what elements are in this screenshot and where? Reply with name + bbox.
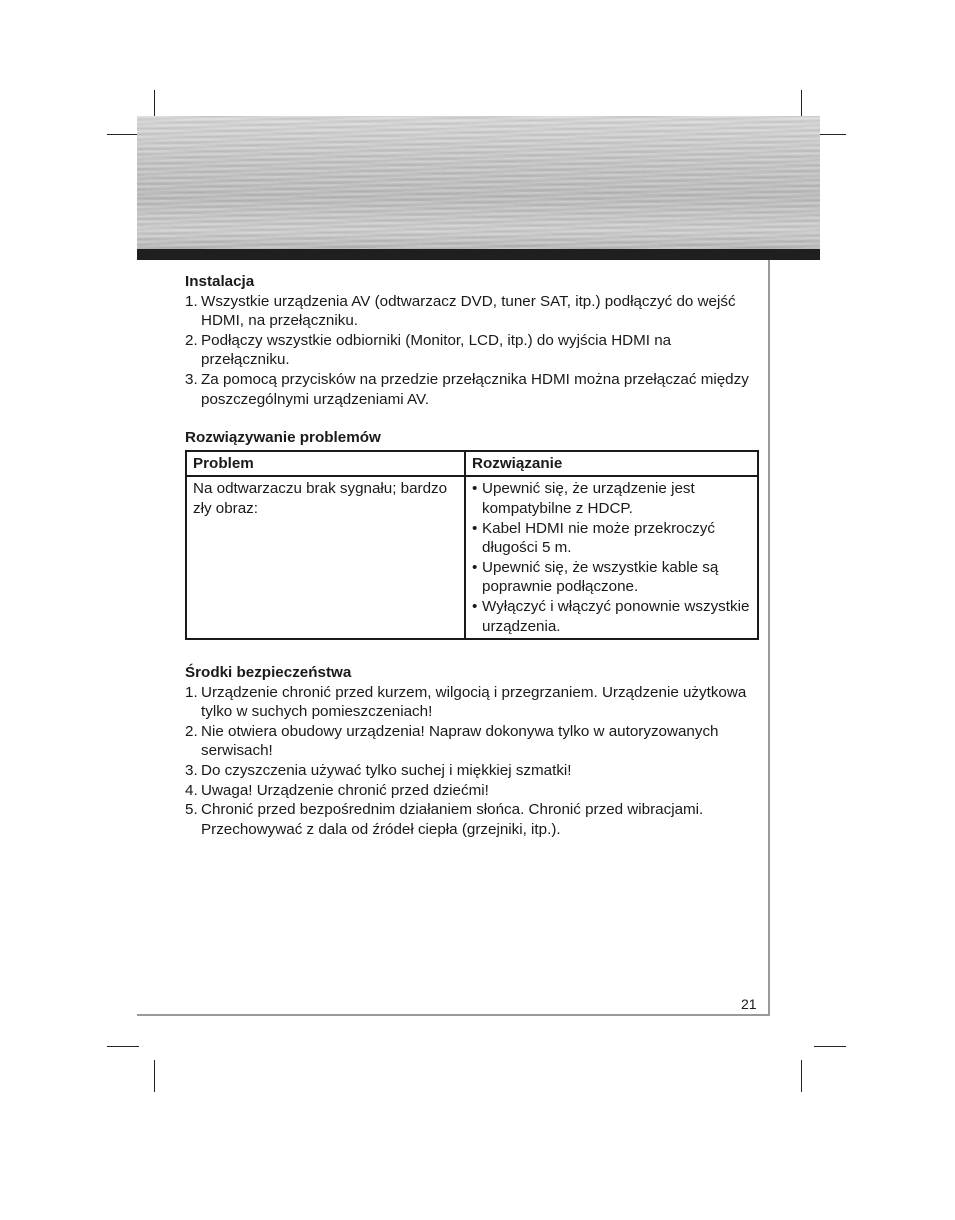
item-text: Wszystkie urządzenia AV (odtwarzacz DVD, tuner SAT, itp.) podłączyć do wejść HDMI, na przełączniku. xyxy=(201,292,736,330)
item-number: 1. xyxy=(185,683,198,701)
item-number: 1. xyxy=(185,292,198,310)
installation-heading: Instalacja xyxy=(185,273,255,290)
troubleshooting-table xyxy=(185,450,759,640)
table-row xyxy=(186,476,758,639)
solution-text: Upewnić się, że urządzenie jest kompatybilne z HDCP. xyxy=(482,480,695,517)
safety-heading: Środki bezpieczeństwa xyxy=(185,664,352,682)
crop-mark-bottom-right-vertical xyxy=(801,1060,802,1092)
list-item xyxy=(185,800,760,839)
problem-cell: Na odtwarzaczu brak sygnału; bardzo zły obraz: xyxy=(186,476,465,639)
item-number: 2. xyxy=(185,331,198,349)
bullet-glyph: • xyxy=(472,519,478,537)
page-content xyxy=(185,272,760,839)
item-text: Podłączy wszystkie odbiorniki (Monitor, LCD, itp.) do wyjścia HDMI na przełączniku. xyxy=(201,331,672,369)
page-bottom-rule xyxy=(137,1014,770,1016)
item-text: Nie otwiera obudowy urządzenia! Napraw dokonywa tylko w autoryzowanych serwisach! xyxy=(201,722,719,760)
solution-list xyxy=(472,479,752,636)
list-item xyxy=(472,597,752,636)
bullet-glyph: • xyxy=(472,480,478,498)
list-item xyxy=(472,519,752,558)
list-item xyxy=(185,781,760,801)
list-item xyxy=(185,683,760,722)
list-item xyxy=(472,558,752,597)
bullet-glyph: • xyxy=(472,558,478,576)
list-item xyxy=(185,370,760,409)
item-text: Za pomocą przycisków na przedzie przełącznika HDMI można przełączać między poszczególnymi urządzeniami AV. xyxy=(201,370,749,408)
troubleshooting-section xyxy=(185,428,760,640)
solution-text: Kabel HDMI nie może przekroczyć długości 5 m. xyxy=(482,519,715,557)
installation-list xyxy=(185,292,760,410)
item-text: Do czyszczenia używać tylko suchej i miękkiej szmatki! xyxy=(201,762,572,780)
list-item xyxy=(185,292,760,331)
list-item xyxy=(185,761,760,781)
crop-mark-bottom-left-vertical xyxy=(154,1060,155,1092)
solution-cell xyxy=(465,476,758,639)
bullet-glyph: • xyxy=(472,597,478,615)
column-header-solution: Rozwiązanie xyxy=(465,451,758,477)
safety-section xyxy=(185,663,760,839)
item-text: Chronić przed bezpośrednim działaniem słońca. Chronić przed wibracjami. Przechowywać z dala od źródeł ciepła (grzejniki, itp.). xyxy=(201,801,704,838)
solution-text: Upewnić się, że wszystkie kable są poprawnie podłączone. xyxy=(482,558,719,596)
page-right-rule xyxy=(768,260,770,1015)
crop-mark-bottom-left-horizontal xyxy=(107,1046,139,1047)
troubleshooting-heading: Rozwiązywanie problemów xyxy=(185,429,381,447)
list-item xyxy=(185,722,760,761)
item-number: 3. xyxy=(185,762,198,780)
list-item xyxy=(185,331,760,370)
item-number: 2. xyxy=(185,722,198,740)
item-text: Urządzenie chronić przed kurzem, wilgocią i przegrzaniem. Urządzenie użytkowa tylko w suchych pomieszczeniach! xyxy=(201,683,747,721)
item-number: 4. xyxy=(185,781,198,799)
item-number: 5. xyxy=(185,801,198,819)
safety-list xyxy=(185,683,760,840)
header-black-bar xyxy=(137,249,820,260)
installation-section xyxy=(185,272,760,409)
brushed-metal-header xyxy=(137,116,820,251)
crop-mark-top-left-horizontal xyxy=(107,134,139,135)
item-text: Uwaga! Urządzenie chronić przed dziećmi! xyxy=(201,781,489,799)
column-header-problem: Problem xyxy=(186,451,465,477)
item-number: 3. xyxy=(185,370,198,388)
page-number: 21 xyxy=(741,996,757,1012)
solution-text: Wyłączyć i włączyć ponownie wszystkie urządzenia. xyxy=(482,597,750,635)
crop-mark-bottom-right-horizontal xyxy=(814,1046,846,1047)
table-header-row xyxy=(186,451,758,477)
list-item xyxy=(472,479,752,518)
